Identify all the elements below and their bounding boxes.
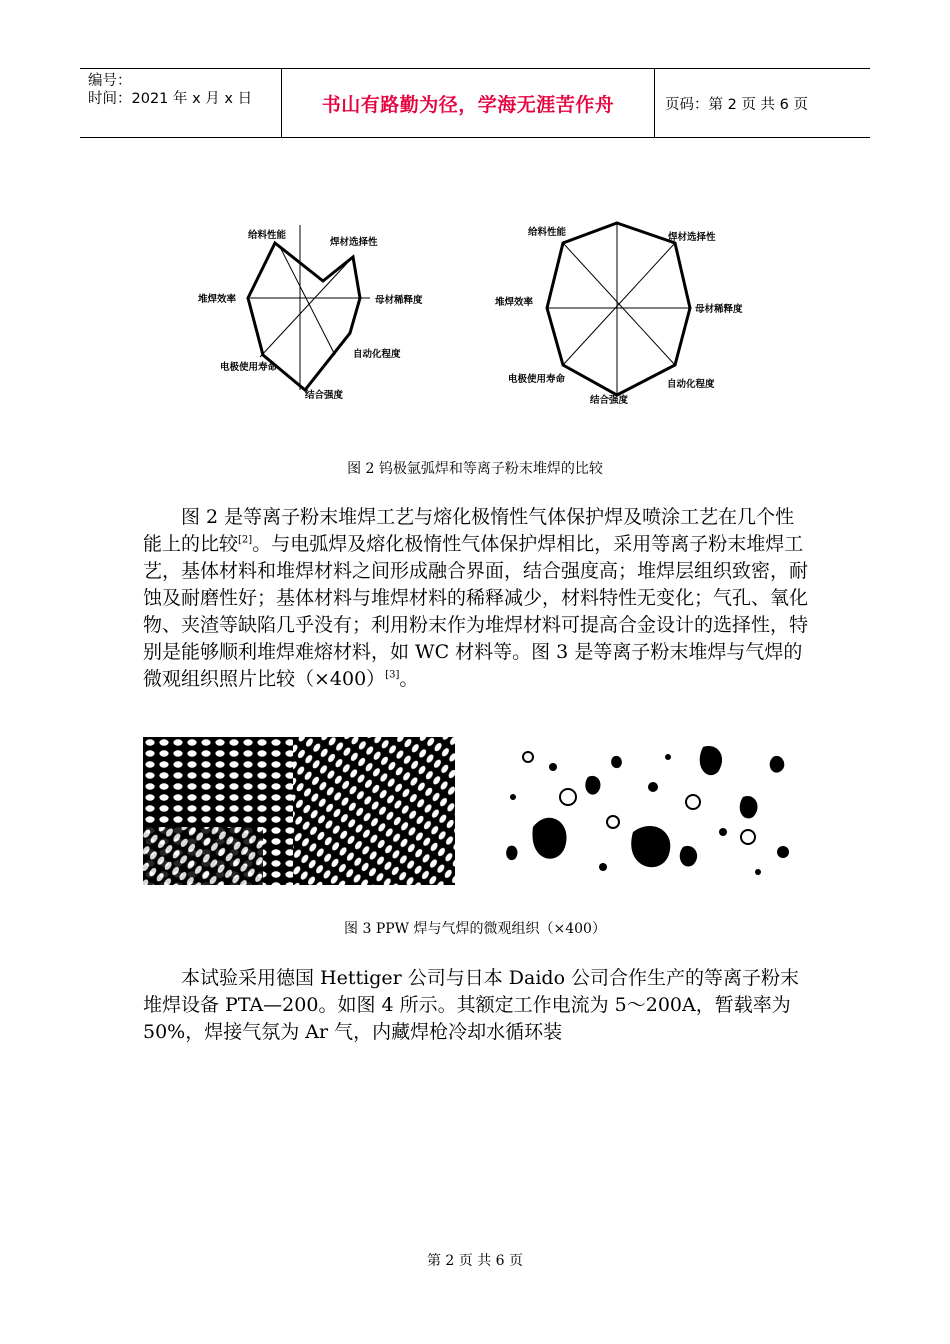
header-motto: 书山有路勤为径，学海无涯苦作舟 <box>321 93 615 116</box>
micrograph-gas-weld <box>493 737 805 885</box>
figure-2-radar-comparison <box>185 205 775 430</box>
radar-left-label-7: 堆焊效率 <box>198 294 237 305</box>
header-page-info: 页码：第 2 页 共 6 页 <box>665 96 808 113</box>
paragraph-2-text: 本试验采用德国 Hettiger 公司与日本 Daido 公司合作生产的等离子粉末堆焊设备 PTA—200。如图 4 所示。其额定工作电流为 5～200A，暂载率为 50%，焊接气氛为 Ar 气，内藏焊枪冷却水循环装 <box>143 967 800 1043</box>
micrograph-ppw <box>143 737 455 885</box>
header-meta <box>80 69 281 137</box>
page-header <box>80 68 870 138</box>
radar-left-label-3: 母材稀释度 <box>375 295 423 306</box>
page-footer: 第 2 页 共 6 页 <box>426 1253 524 1269</box>
header-motto-cell <box>281 69 655 137</box>
radar-right-label-6: 电极使用寿命 <box>508 374 566 385</box>
figure-2-caption: 图 2 钨极氩弧焊和等离子粉末堆焊的比较 <box>347 461 603 477</box>
radar-right-label-7: 堆焊效率 <box>495 297 534 308</box>
header-page-cell <box>655 69 870 137</box>
paragraph-2 <box>143 965 813 1046</box>
paragraph-1-text-a: 图 2 是等离子粉末堆焊工艺与熔化极惰性气体保护焊及喷涂工艺在几个性能上的比较 <box>143 506 795 555</box>
radar-right-label-4: 自动化程度 <box>667 379 715 390</box>
radar-right-label-1: 给料性能 <box>528 227 567 238</box>
radar-right-label-3: 母材稀释度 <box>695 304 743 315</box>
radar-right <box>547 223 690 395</box>
time-label: 时间：2021 年 x 月 x 日 <box>88 91 253 107</box>
paragraph-1 <box>143 504 813 693</box>
radar-left-label-2: 焊材选择性 <box>330 237 378 248</box>
radar-left-label-5: 结合强度 <box>305 390 344 401</box>
radar-left-label-4: 自动化程度 <box>353 349 401 360</box>
radar-left-label-1: 给料性能 <box>248 230 287 241</box>
citation-2: [2] <box>238 534 253 546</box>
paragraph-1-text-b: 。与电弧焊及熔化极惰性气体保护焊相比，采用等离子粉末堆焊工艺，基体材料和堆焊材料之间形成融合界面，结合强度高；堆焊层组织致密，耐蚀及耐磨性好；基体材料与堆焊材料的稀释减少，材料特性无变化；气孔、氧化物、夹渣等缺陷几乎没有；利用粉末作为堆焊材料可提高合金设计的选择性，特别是能够顺利堆焊难熔材料，如 WC 材料等。图 3 是等离子粉末堆焊与气焊的微观组织照片比较（×400） <box>143 533 809 690</box>
paragraph-1-text-c: 。 <box>399 668 419 690</box>
citation-3: [3] <box>385 669 400 681</box>
radar-left-label-6: 电极使用寿命 <box>220 362 278 373</box>
radar-right-label-5: 结合强度 <box>590 395 629 406</box>
figure-3-caption: 图 3 PPW 焊与气焊的微观组织（×400） <box>344 921 606 937</box>
number-label: 编号： <box>88 73 132 89</box>
radar-right-label-2: 焊材选择性 <box>668 232 716 243</box>
